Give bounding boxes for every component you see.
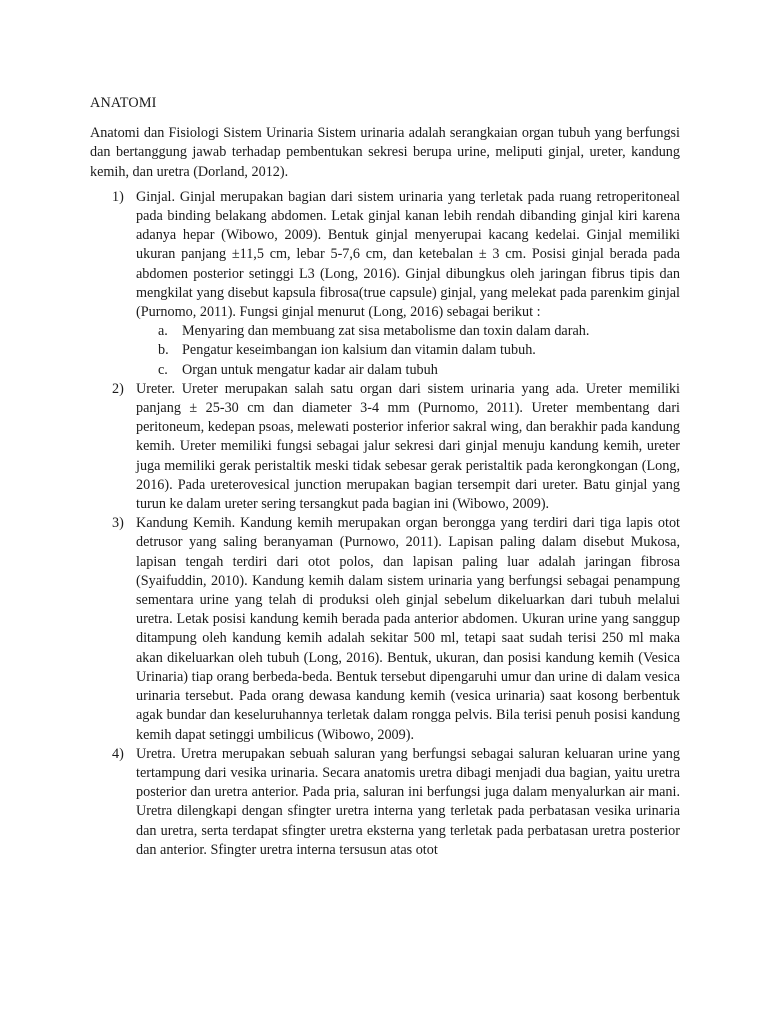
sub-list-item (136, 341, 680, 360)
ginjal-function-list (136, 322, 680, 380)
list-number: 2) (112, 380, 124, 397)
list-item-uretra (90, 745, 680, 860)
sub-list-text: Menyaring dan membuang zat sisa metabolisme dan toxin dalam darah. (182, 323, 590, 340)
sub-list-item (136, 322, 680, 341)
list-item-text: Ginjal. Ginjal merupakan bagian dari sistem urinaria yang terletak pada ruang retroperitoneal pada binding belakang abdomen. Letak ginjal kanan lebih rendah dibanding ginjal kiri karena adanya hepar (Wibowo, 2009). Bentuk ginjal menyerupai kacang kedelai. Ginjal memiliki ukuran panjang ±11,5 cm, lebar 5-7,6 cm, dan ketebalan ± 3 cm. Posisi ginjal berada pada abdomen posterior setinggi L3 (Long, 2016). Ginjal dibungkus oleh jaringan fibrus tipis dan mengkilat yang disebut kapsula fibrosa(true capsule) ginjal, yang melekat pada parenkim ginjal (Purnomo, 2011). Fungsi ginjal menurut (Long, 2016) sebagai berikut : (136, 188, 680, 321)
list-number: 3) (112, 515, 124, 532)
list-item-ginjal (90, 188, 680, 380)
section-heading: ANATOMI (90, 95, 157, 111)
sub-list-text: Pengatur keseimbangan ion kalsium dan vitamin dalam tubuh. (182, 342, 536, 359)
intro-paragraph: Anatomi dan Fisiologi Sistem Urinaria Sistem urinaria adalah serangkaian organ tubuh yang berfungsi dan bertanggung jawab terhadap pembentukan sekresi berupa urine, meliputi ginjal, ureter, kandung kemih, dan uretra (Dorland, 2012). (90, 125, 680, 180)
list-item-text: Ureter. Ureter merupakan salah satu organ dari sistem urinaria yang ada. Ureter memiliki panjang ± 25-30 cm dan diameter 3-4 mm (Purnomo, 2011). Ureter membentang dari peritoneum, kedepan psoas, melewati posterior inferior sakral wing, dan berakhir pada kandung kemih. Ureter memiliki fungsi sebagai jalur sekresi dari ginjal menuju kandung kemih, ureter juga memiliki gerak peristaltik meski tidak sebesar gerak peristaltik pada kerongkongan (Long, 2016). Pada ureterovesical junction merupakan bagian tersempit dari ureter. Batu ginjal yang turun ke dalam ureter sering tersangkut pada bagian ini (Wibowo, 2009). (136, 380, 680, 513)
sub-list-item (136, 361, 680, 380)
sub-list-letter: b. (158, 342, 169, 359)
sub-list-letter: a. (158, 323, 168, 340)
list-item-text: Uretra. Uretra merupakan sebuah saluran yang berfungsi sebagai saluran keluaran urine yang tertampung dari vesika urinaria. Secara anatomis uretra dibagi menjadi dua bagian, yaitu uretra posterior dan uretra anterior. Pada pria, saluran ini berfungsi juga dalam menyalurkan air mani. Uretra dilengkapi dengan sfingter uretra interna yang terletak pada perbatasan vesika urinaria dan uretra, serta terdapat sfingter uretra eksterna yang terletak pada perbatasan uretra posterior dan anterior. Sfingter uretra interna tersusun atas otot (136, 745, 680, 858)
sub-list-text: Organ untuk mengatur kadar air dalam tubuh (182, 361, 438, 378)
sub-list-letter: c. (158, 361, 168, 378)
list-item-text: Kandung Kemih. Kandung kemih merupakan organ berongga yang terdiri dari tiga lapis otot detrusor yang saling beranyaman (Purnowo, 2011). Lapisan paling dalam disebut Mukosa, lapisan tengah terdiri dari otot polos, dan lapisan paling luar adalah jaringan fibrosa (Syaifuddin, 2010). Kandung kemih dalam sistem urinaria yang berfungsi sebagai penampung sementara urine yang telah di produksi oleh ginjal sebelum dikeluarkan dari tubuh melalui uretra. Letak posisi kandung kemih berada pada anterior abdomen. Ukuran urine yang sanggup ditampung oleh kandung kemih adalah sekitar 500 ml, tetapi saat sudah terisi 250 ml maka akan dikeluarkan oleh tubuh (Long, 2016). Bentuk, ukuran, dan posisi kandung kemih (Vesica Urinaria) tiap orang berbeda-beda. Bentuk tersebut dipengaruhi umur dan urine di dalam vesica urinaria tersebut. Pada orang dewasa kandung kemih (vesica urinaria) saat kosong berbentuk agak bundar dan keseluruhannya terletak dalam rongga pelvis. Bila terisi penuh posisi kandung kemih dapat setinggi umbilicus (Wibowo, 2009). (136, 515, 680, 743)
organ-list (90, 188, 680, 860)
list-item-kandung-kemih (90, 514, 680, 744)
list-item-ureter (90, 380, 680, 514)
list-number: 4) (112, 745, 124, 762)
list-number: 1) (112, 188, 124, 205)
